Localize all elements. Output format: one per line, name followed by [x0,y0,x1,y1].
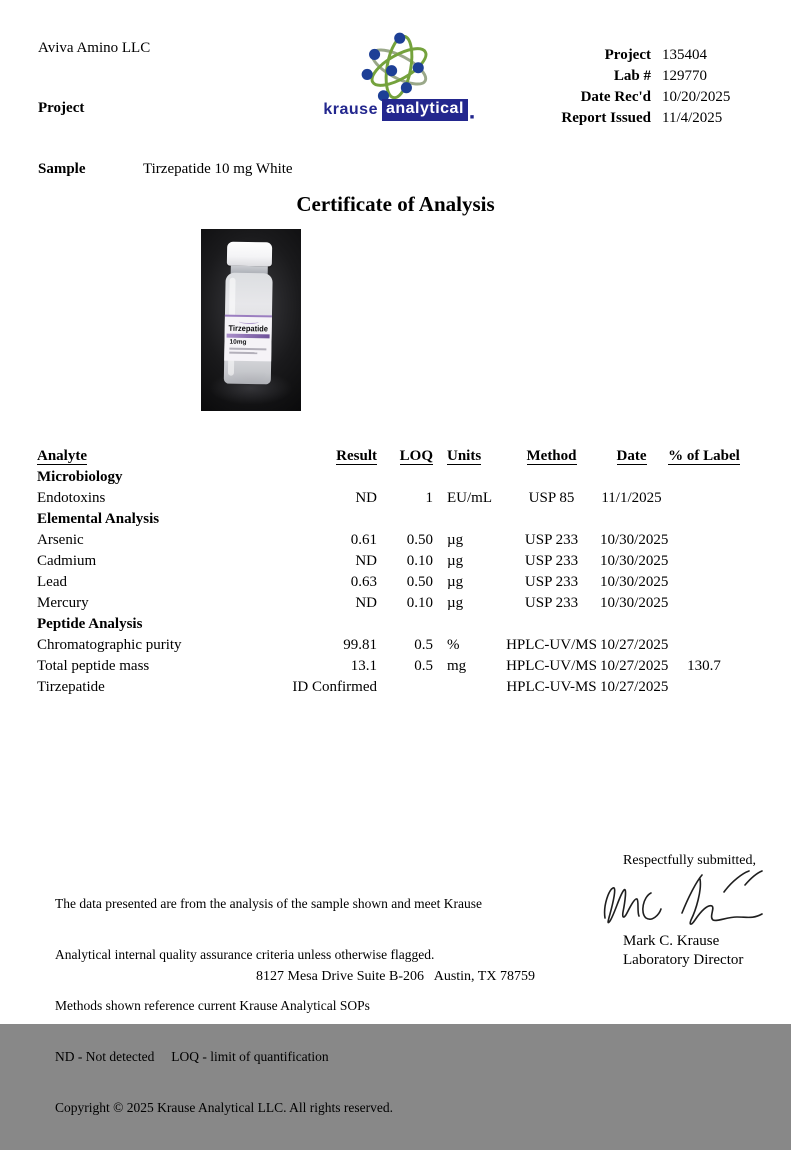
loq-cell: 0.50 [406,574,433,590]
units-cell: µg [447,574,464,590]
units-cell: mg [447,658,467,674]
pct-cell [663,530,745,551]
sample-value: Tirzepatide 10 mg White [143,161,293,177]
disclaimer-line: ND - Not detected LOQ - limit of quantification [55,1049,329,1064]
logo-wordmark [323,99,475,121]
date-cell [600,467,663,488]
analyte-cell: Cadmium [37,553,97,569]
table-row [37,572,745,593]
atom-icon [350,30,448,104]
meta-value: 135404 [662,47,707,63]
method-cell [503,614,600,635]
pct-cell [663,635,745,656]
table-header-row [37,446,745,467]
loq-cell: 0.10 [406,595,433,611]
table-row [37,530,745,551]
header-loq: LOQ [399,448,433,464]
meta-label: Project [604,47,651,63]
analyte-cell: Lead [37,574,67,590]
lab-address: 8127 Mesa Drive Suite B-206 Austin, TX 78759 [256,969,535,984]
header-units: Units [447,448,482,464]
pct-cell [663,467,745,488]
date-cell: 10/27/2025 [600,658,669,674]
table-row [37,593,745,614]
analyte-cell: Elemental Analysis [37,511,160,527]
loq-cell [377,467,433,488]
loq-cell: 1 [425,490,433,506]
meta-value: 10/20/2025 [662,89,731,105]
table-row [37,551,745,572]
vial-fine-print-line [229,352,257,354]
result-cell: ND [355,490,377,506]
analyte-cell: Endotoxins [37,490,106,506]
method-cell: USP 233 [524,553,579,569]
method-cell: USP 233 [524,574,579,590]
meta-value: 129770 [662,68,707,84]
disclaimer-line: Methods shown reference current Krause Analytical SOPs [55,998,370,1013]
vial-fine-print-line [229,348,266,351]
date-cell: 10/30/2025 [600,553,669,569]
report-meta-block [470,45,730,129]
pct-cell [663,551,745,572]
signer-name: Mark C. Krause [623,933,720,949]
sample-label: Sample [38,161,86,177]
analyte-cell: Arsenic [37,532,84,548]
project-label-left: Project [38,100,85,116]
date-cell: 10/30/2025 [600,574,669,590]
date-cell: 10/27/2025 [600,637,669,653]
units-cell: µg [447,553,464,569]
table-row [37,635,745,656]
table-row [37,467,745,488]
meta-value: 11/4/2025 [662,110,723,126]
pct-cell [663,572,745,593]
loq-cell: 0.50 [406,532,433,548]
date-cell [600,614,663,635]
loq-cell: 0.5 [414,637,433,653]
result-cell [277,509,377,530]
disclaimer-line: The data presented are from the analysis of the sample shown and meet Krause [55,896,482,911]
table-row [37,677,745,698]
date-cell: 11/1/2025 [601,490,662,506]
units-cell: % [447,637,460,653]
pct-cell [663,509,745,530]
analyte-cell: Peptide Analysis [37,616,143,632]
method-cell: USP 85 [528,490,575,506]
vial-cap [227,242,272,267]
table-row [37,614,745,635]
method-cell: USP 233 [524,595,579,611]
photo-floor-reflection [209,371,293,405]
method-cell: HPLC-UV/MS [506,658,597,674]
method-cell [503,467,600,488]
respectfully-submitted-text: Respectfully submitted, [623,853,756,868]
method-cell: HPLC-UV-MS [506,679,597,695]
analyte-cell: Total peptide mass [37,658,150,674]
result-cell: ND [355,595,377,611]
units-cell [433,509,503,530]
logo-word-analytical: analytical [382,99,468,121]
pct-cell: 130.7 [687,658,721,674]
date-cell: 10/27/2025 [600,679,669,695]
pct-cell [663,488,745,509]
logo-word-krause: krause [323,101,378,118]
header-pct-of-label: % of Label [668,448,740,464]
table-row [37,656,745,677]
pct-cell [663,677,745,698]
meta-label: Lab # [613,68,651,84]
vial-label-bar [227,334,270,339]
disclaimer-line: Copyright © 2025 Krause Analytical LLC. All rights reserved. [55,1100,393,1115]
units-cell [433,677,503,698]
analyte-cell: Mercury [37,595,89,611]
pct-cell [663,614,745,635]
units-cell [433,614,503,635]
vial-product-name: Tirzepatide [228,323,269,334]
vial-label [224,315,272,362]
method-cell: HPLC-UV/MS [506,637,597,653]
meta-label: Date Rec'd [580,89,651,105]
disclaimer-block [55,861,482,1150]
units-cell: µg [447,532,464,548]
logo-trademark-dot: ■ [469,114,475,121]
result-cell: 13.1 [350,658,377,674]
table-row [37,509,745,530]
method-cell: USP 233 [524,532,579,548]
signature [596,868,768,932]
signer-title: Laboratory Director [623,952,744,968]
result-cell: 0.61 [350,532,377,548]
loq-cell [377,509,433,530]
units-cell: EU/mL [447,490,492,506]
vial [224,242,273,385]
method-cell [503,509,600,530]
result-cell: ND [355,553,377,569]
header-date: Date [616,448,647,464]
disclaimer-line: Analytical internal quality assurance criteria unless otherwise flagged. [55,947,435,962]
meta-row-project [470,45,730,66]
units-cell [433,467,503,488]
product-photo [201,229,301,411]
meta-row-lab-number [470,66,730,87]
meta-row-report-issued [470,108,730,129]
company-name: Aviva Amino LLC [38,40,151,56]
date-cell: 10/30/2025 [600,595,669,611]
loq-cell [377,614,433,635]
units-cell: µg [447,595,464,611]
header-result: Result [336,448,377,464]
analyte-cell: Chromatographic purity [37,637,182,653]
result-cell: 0.63 [350,574,377,590]
meta-row-date-received [470,87,730,108]
pct-cell [663,593,745,614]
date-cell: 10/30/2025 [600,532,669,548]
loq-cell: 0.10 [406,553,433,569]
header-analyte: Analyte [37,448,87,464]
meta-label: Report Issued [561,110,651,126]
result-cell: ID Confirmed [292,679,377,695]
analyte-cell: Microbiology [37,469,123,485]
date-cell [600,509,663,530]
table-body [37,467,745,698]
analyte-cell: Tirzepatide [37,679,105,695]
vial-body [224,273,273,385]
result-cell [277,467,377,488]
result-cell [277,614,377,635]
loq-cell: 0.5 [414,658,433,674]
loq-cell [377,677,433,698]
page-title: Certificate of Analysis [296,192,495,216]
header-method: Method [526,448,577,464]
vial-strength: 10mg [229,338,247,346]
krause-analytical-logo [323,30,475,121]
table-row [37,488,745,509]
results-table [37,446,745,698]
result-cell: 99.81 [343,637,377,653]
